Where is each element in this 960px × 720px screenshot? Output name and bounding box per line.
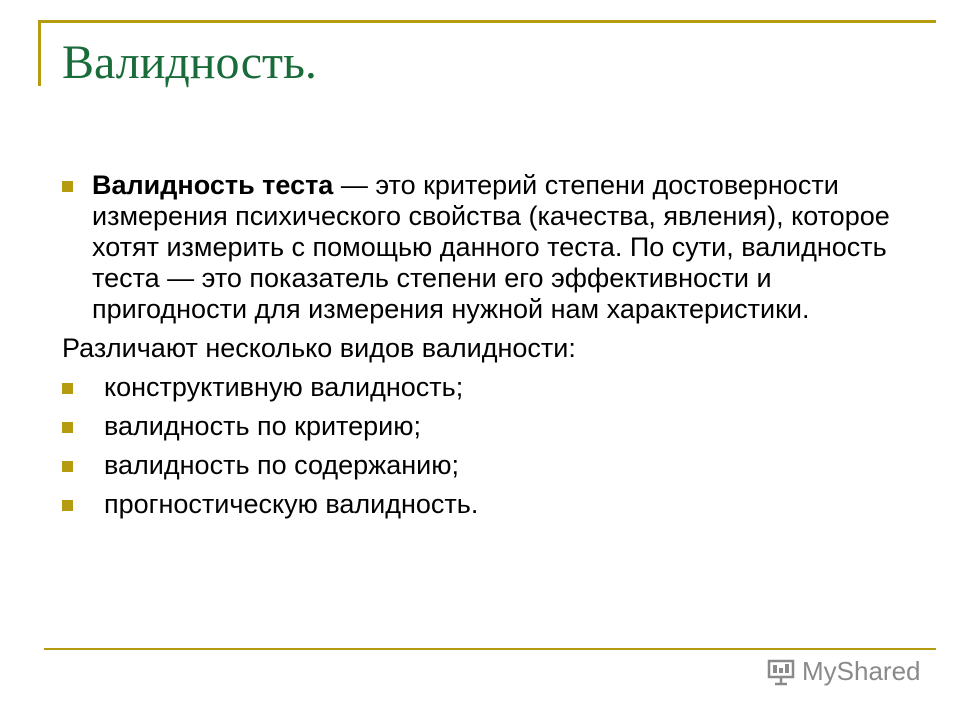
list-item bbox=[62, 489, 922, 520]
slide-content bbox=[62, 170, 922, 520]
list-item bbox=[62, 450, 922, 481]
bullet-icon bbox=[62, 500, 73, 511]
slide-title: Валидность. bbox=[62, 36, 317, 89]
bullet-icon bbox=[62, 422, 73, 433]
list-item-label: валидность по критерию; bbox=[104, 411, 421, 441]
list-item bbox=[62, 372, 922, 403]
bullet-icon bbox=[62, 383, 73, 394]
list-item bbox=[62, 411, 922, 442]
frame-top-line bbox=[38, 20, 936, 23]
bullet-icon bbox=[62, 461, 73, 472]
list-item-label: конструктивную валидность; bbox=[104, 372, 464, 402]
frame-bottom-line bbox=[44, 648, 936, 650]
presentation-board-icon bbox=[766, 657, 796, 687]
list-item-label: валидность по содержанию; bbox=[104, 450, 459, 480]
definition-text: — это критерий степени достоверности измерения психического свойства (качества, явления), которое хотят измерить с помощью данного теста. По сути, валидность теста — это показатель степени его эффективности и пригодности для измерения нужной нам характеристики. bbox=[92, 170, 890, 324]
logo-text: MyShared bbox=[802, 656, 921, 686]
watermark-logo bbox=[766, 656, 921, 687]
types-intro: Различают несколько видов валидности: bbox=[62, 333, 576, 363]
definition-term: Валидность теста bbox=[92, 170, 334, 200]
bullet-icon bbox=[62, 181, 73, 192]
list-item-label: прогностическую валидность. bbox=[104, 489, 479, 519]
frame-left-line bbox=[38, 20, 41, 86]
definition-block bbox=[62, 170, 922, 325]
